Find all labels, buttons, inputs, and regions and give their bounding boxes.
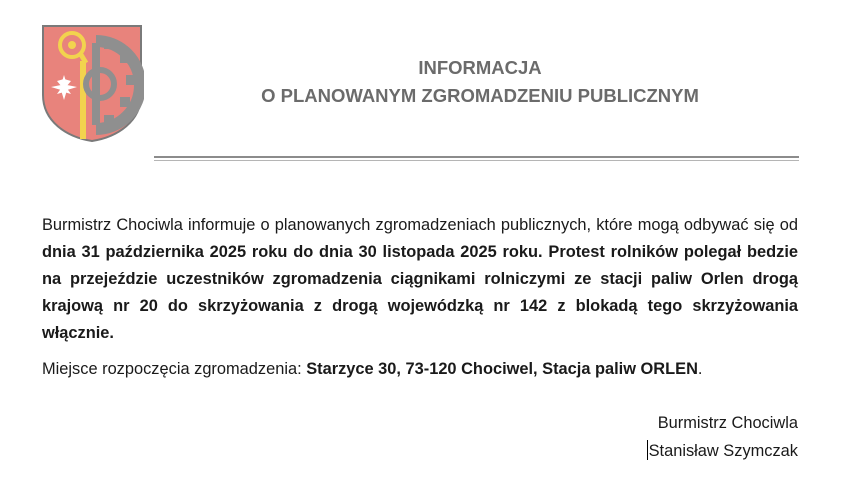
- divider-thin: [154, 160, 799, 161]
- start-location-line: [42, 356, 798, 383]
- period: .: [697, 360, 703, 378]
- text-cursor: [647, 440, 648, 460]
- signature-block: [647, 409, 798, 465]
- page-title: [160, 54, 800, 110]
- paragraph-intro: Burmistrz Chociwla informuje o planowanych zgromadzeniach publicznych, które mogą odbywać się od: [42, 216, 798, 234]
- title-line-2: O PLANOWANYM ZGROMADZENIU PUBLICZNYM: [261, 85, 699, 106]
- divider: [154, 156, 799, 158]
- announcement-paragraph: [42, 212, 798, 347]
- signature-title: Burmistrz Chociwla: [657, 414, 798, 432]
- start-location-label: Miejsce rozpoczęcia zgromadzenia:: [42, 360, 307, 378]
- signature-name-line: [647, 437, 798, 465]
- signature-name: Stanisław Szymczak: [648, 442, 798, 460]
- paragraph-dates: dnia 31 października 2025 roku do dnia 30 listopada 2025 roku. Protest rolników polegał bedzie na przejeździe uczestników zgromadzenia ciągnikami rolniczymi ze stacji paliw Orlen drogą krajową nr 20 do skrzyżowania z drogą wojewódzką nr 142 z blokadą tego skrzyżowania włącznie.: [42, 243, 798, 342]
- start-location-value: Starzyce 30, 73-120 Chociwel, Stacja paliw ORLEN: [306, 360, 698, 378]
- title-line-1: INFORMACJA: [418, 57, 542, 78]
- coat-of-arms: [40, 23, 144, 143]
